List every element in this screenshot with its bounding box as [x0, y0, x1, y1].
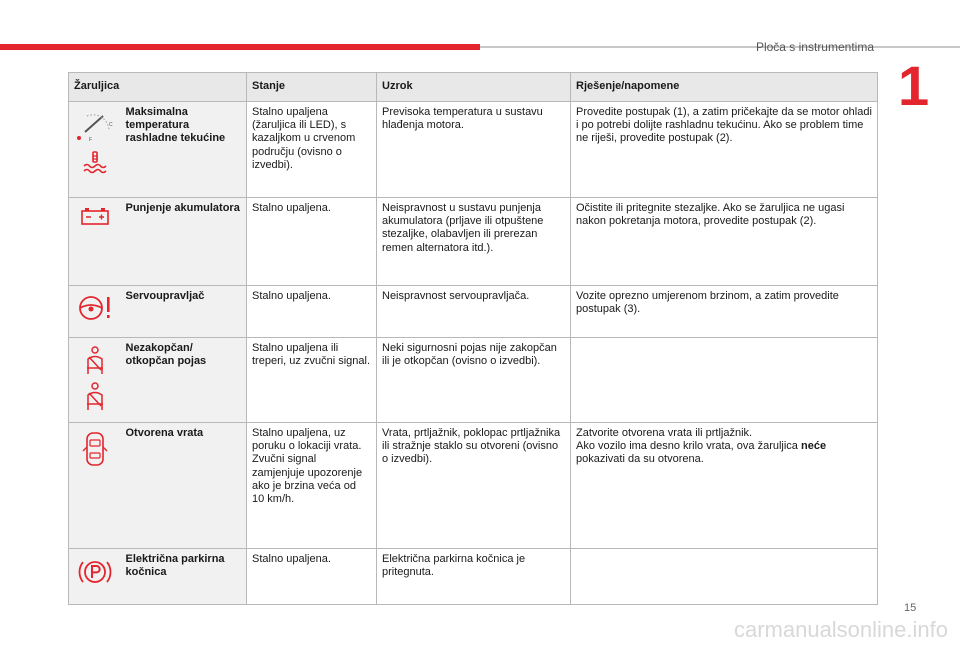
row-solution — [571, 423, 878, 549]
row-cause: Vrata, prtljažnik, poklopac prtljažnika ili stražnje staklo su otvoreni (ovisno o izvedbi). — [377, 423, 571, 549]
row-icon-cell — [69, 338, 121, 423]
row-solution: Vozite oprezno umjerenom brzinom, a zatim provedite postupak (3). — [571, 286, 878, 338]
table-row — [69, 338, 878, 423]
row-state: Stalno upaljena ili treperi, uz zvučni signal. — [247, 338, 377, 423]
solution-line: pokazivati da su otvorena. — [576, 453, 704, 466]
warning-lights-table — [68, 72, 878, 605]
row-cause: Neispravnost u sustavu punjenja akumulatora (prljave ili otpuštene stezaljke, olabavljen ili prerezan remen alternatora itd.). — [377, 198, 571, 286]
coolant-temperature-icon — [75, 110, 115, 144]
solution-line: Ako vozilo ima desno krilo vrata, ova žaruljica — [576, 440, 801, 453]
svg-text:F: F — [88, 137, 92, 143]
row-state: Stalno upaljena. — [247, 549, 377, 605]
row-solution — [571, 549, 878, 605]
row-cause: Neki sigurnosni pojas nije zakopčan ili je otkopčan (ovisno o izvedbi). — [377, 338, 571, 423]
row-solution: Provedite postupak (1), a zatim pričekajte da se motor ohladi i po potrebi dolijte rashladnu tekućinu. Ako se problem time ne riješi, provedite postupak (2). — [571, 102, 878, 198]
row-cause: Neispravnost servoupravljača. — [377, 286, 571, 338]
row-state: Stalno upaljena. — [247, 286, 377, 338]
row-name: Maksimalna temperatura rashladne tekućine — [121, 102, 247, 198]
table-row — [69, 102, 878, 198]
row-cause: Previsoka temperatura u sustavu hlađenja motora. — [377, 102, 571, 198]
open-door-icon — [82, 431, 108, 467]
row-name: Servoupravljač — [121, 286, 247, 338]
parking-brake-icon — [78, 557, 112, 587]
column-header-cause: Uzrok — [377, 73, 571, 102]
solution-line: Zatvorite otvorena vrata ili prtljažnik. — [576, 427, 753, 439]
column-header-lamp: Žaruljica — [69, 73, 247, 102]
row-icon-cell — [69, 286, 121, 338]
row-icon-cell — [69, 102, 121, 198]
row-name: Punjenje akumulatora — [121, 198, 247, 286]
row-state: Stalno upaljena, uz poruku o lokaciji vrata. Zvučni signal zamjenjuje upozorenje ako je brzina veća od 10 km/h. — [247, 423, 377, 549]
row-solution — [571, 338, 878, 423]
row-name: Električna parkirna kočnica — [121, 549, 247, 605]
section-title: Ploča s instrumentima — [755, 40, 874, 54]
row-solution: Očistite ili pritegnite stezaljke. Ako se žaruljica ne ugasi nakon pokretanja motora, provedite postupak (2). — [571, 198, 878, 286]
table-row — [69, 423, 878, 549]
header-grey-line — [480, 46, 960, 48]
row-state: Stalno upaljena (žaruljica ili LED), s kazaljkom u crvenom području (ovisno o izvedbi). — [247, 102, 377, 198]
table-row — [69, 549, 878, 605]
watermark: carmanualsonline.info — [733, 617, 948, 642]
page-number: 15 — [904, 602, 917, 614]
row-state: Stalno upaljena. — [247, 198, 377, 286]
table-row — [69, 198, 878, 286]
table-row — [69, 286, 878, 338]
row-name: Nezakopčan/ otkopčan pojas — [121, 338, 247, 423]
svg-text:C: C — [108, 122, 113, 128]
power-steering-icon — [77, 294, 113, 322]
row-icon-cell — [69, 549, 121, 605]
row-icon-cell — [69, 423, 121, 549]
column-header-state: Stanje — [247, 73, 377, 102]
column-header-solution: Rješenje/napomene — [571, 73, 878, 102]
solution-emphasis: neće — [800, 440, 827, 453]
header-red-bar — [0, 44, 480, 50]
coolant-temperature-icon — [82, 150, 108, 174]
table-header-row — [69, 73, 878, 102]
seatbelt-icon — [83, 346, 107, 376]
row-name: Otvorena vrata — [121, 423, 247, 549]
row-icon-cell — [69, 198, 121, 286]
chapter-number: 1 — [898, 54, 930, 117]
battery-icon — [80, 206, 110, 226]
seatbelt-icon — [83, 382, 107, 412]
row-cause: Električna parkirna kočnica je pritegnuta. — [377, 549, 571, 605]
